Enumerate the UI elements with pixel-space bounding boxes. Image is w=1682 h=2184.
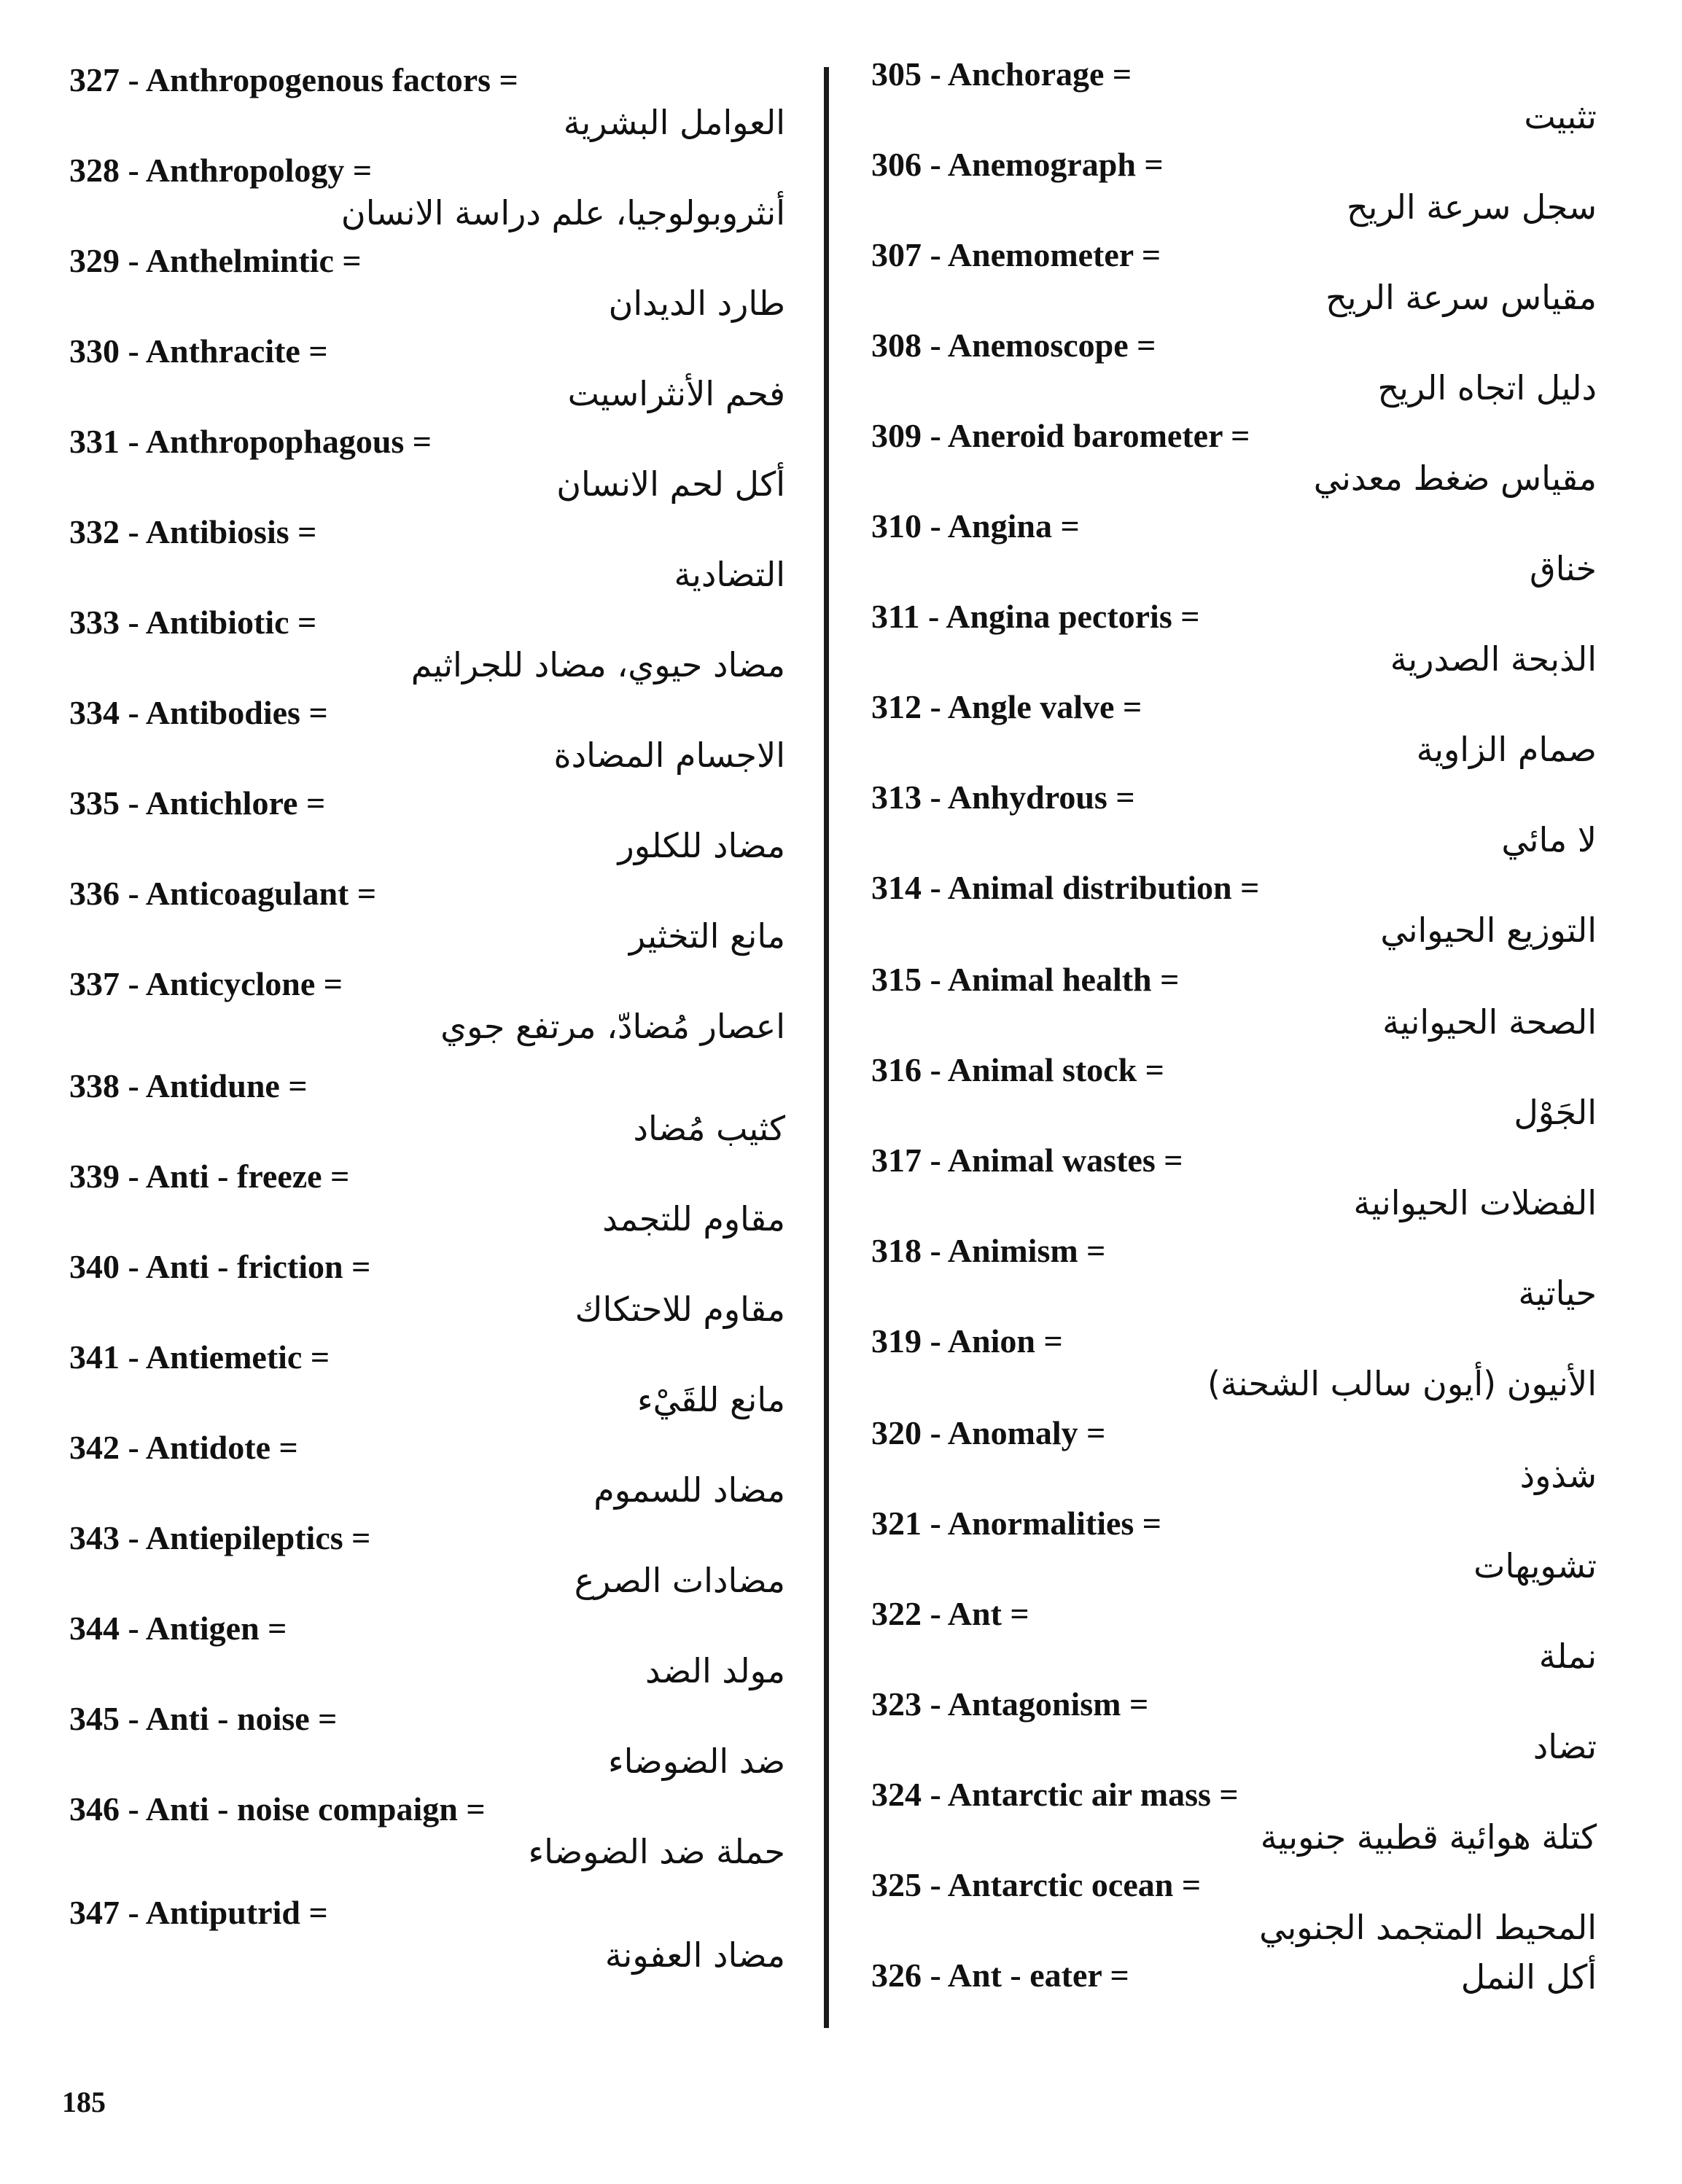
entry [871,1955,1604,2045]
arabic-translation: أنثروبولوجيا، علم دراسة الانسان [340,193,785,233]
english-term: 324 - Antarctic air mass = [871,1776,1239,1813]
entry [69,1156,798,1247]
english-term: 334 - Antibodies = [69,694,328,731]
arabic-translation: الفضلات الحيوانية [1353,1183,1597,1222]
arabic-translation: مضادات الصرع [574,1561,785,1600]
english-term: 310 - Angina = [871,507,1080,545]
english-term: 330 - Anthracite = [69,332,328,370]
english-term: 332 - Antibiosis = [69,513,317,550]
arabic-translation: نملة [1538,1637,1597,1676]
entry [69,150,798,241]
entry [69,1608,798,1699]
arabic-translation: مضاد للكلور [618,826,785,865]
entry [871,1231,1604,1321]
arabic-translation: مانع للقَيْء [636,1380,785,1419]
english-term: 322 - Ant = [871,1595,1029,1632]
entry [69,1518,798,1608]
english-term: 312 - Angle valve = [871,688,1142,725]
entry [871,1503,1604,1594]
entry [871,687,1604,777]
entry [871,1321,1604,1411]
left-column [69,60,798,2021]
page-number: 185 [62,2086,106,2118]
arabic-translation: خناق [1529,549,1597,588]
arabic-translation: كثيب مُضاد [633,1109,785,1148]
entry [871,54,1604,144]
english-term: 333 - Antibiotic = [69,604,317,641]
english-term: 346 - Anti - noise compaign = [69,1790,486,1828]
arabic-translation: تشويهات [1473,1546,1597,1586]
english-term: 340 - Anti - friction = [69,1248,371,1285]
english-term: 320 - Anomaly = [871,1414,1106,1451]
entry [69,421,798,512]
english-term: 344 - Antigen = [69,1610,287,1647]
entry [69,783,798,873]
arabic-translation: مانع التخثير [628,916,785,956]
english-term: 309 - Aneroid barometer = [871,417,1250,454]
entry [69,602,798,693]
arabic-translation: طارد الديدان [608,284,785,323]
english-term: 311 - Angina pectoris = [871,598,1200,635]
arabic-translation: مقياس ضغط معدني [1313,459,1597,498]
arabic-translation: الذبحة الصدرية [1390,639,1597,679]
english-term: 329 - Anthelmintic = [69,242,362,279]
english-term: 306 - Anemograph = [871,146,1164,183]
entry [69,1892,798,1983]
english-term: 321 - Anormalities = [871,1505,1162,1542]
entry [871,1050,1604,1140]
english-term: 319 - Anion = [871,1322,1063,1360]
english-term: 313 - Anhydrous = [871,779,1135,816]
entry [69,693,798,783]
english-term: 316 - Animal stock = [871,1051,1164,1088]
english-term: 342 - Antidote = [69,1429,298,1466]
english-term: 315 - Animal health = [871,961,1180,998]
arabic-translation: العوامل البشرية [563,103,785,142]
arabic-translation: مضاد العفونة [604,1935,785,1975]
entry [871,1140,1604,1231]
english-term: 343 - Antiepileptics = [69,1519,371,1556]
entry [871,1413,1604,1503]
arabic-translation: الصحة الحيوانية [1382,1002,1597,1042]
column-divider [824,67,829,2028]
entry [871,596,1604,687]
arabic-translation: التضادية [674,555,785,594]
entry [69,241,798,331]
entry [871,777,1604,867]
arabic-translation: حياتية [1518,1274,1597,1313]
entry [871,144,1604,235]
english-term: 337 - Anticyclone = [69,965,343,1002]
entry [69,512,798,602]
arabic-translation: اعصار مُضادّ، مرتفع جوي [440,1007,785,1046]
arabic-translation: مقاوم للتجمد [602,1199,785,1239]
arabic-translation: شذوذ [1519,1456,1597,1495]
english-term: 335 - Antichlore = [69,784,326,822]
arabic-translation: مولد الضد [645,1651,785,1690]
arabic-translation: كتلة هوائية قطبية جنوبية [1260,1817,1597,1857]
arabic-translation: مضاد حيوي، مضاد للجراثيم [410,645,785,685]
arabic-translation: تضاد [1533,1727,1597,1766]
arabic-translation: فحم الأنثراسيت [567,374,785,413]
entry [871,506,1604,596]
english-term: 338 - Antidune = [69,1067,308,1104]
english-term: 325 - Antarctic ocean = [871,1866,1202,1903]
entry [871,1865,1604,1955]
entry [871,1774,1604,1865]
arabic-translation: التوزيع الحيواني [1380,910,1597,950]
entry [69,1789,798,1879]
english-term: 331 - Anthropophagous = [69,423,432,460]
english-term: 308 - Anemoscope = [871,327,1156,364]
arabic-translation: صمام الزاوية [1416,730,1597,769]
english-term: 327 - Anthropogenous factors = [69,61,518,98]
english-term: 328 - Anthropology = [69,152,373,189]
arabic-translation: أكل لحم الانسان [556,464,785,504]
entry [69,1247,798,1337]
arabic-translation: المحيط المتجمد الجنوبي [1259,1908,1597,1947]
english-term: 326 - Ant - eater = [871,1957,1129,1994]
entry [69,60,798,150]
english-term: 339 - Anti - freeze = [69,1158,350,1195]
arabic-translation: مقاوم للاحتكاك [575,1290,785,1329]
arabic-translation: أكل النمل [1460,1957,1597,1997]
entry [871,325,1604,416]
entry [69,873,798,964]
entry [871,959,1604,1050]
right-column [871,55,1604,2021]
entry [871,416,1604,506]
arabic-translation: تثبيت [1524,97,1597,136]
arabic-translation: الاجسام المضادة [553,736,785,775]
arabic-translation: دليل اتجاه الريح [1377,368,1597,407]
entry [69,1699,798,1789]
english-term: 305 - Anchorage = [871,55,1132,93]
arabic-translation: الجَوْل [1514,1093,1597,1132]
entry [871,1684,1604,1774]
entry [871,235,1604,325]
english-term: 307 - Anemometer = [871,236,1161,273]
english-term: 314 - Animal distribution = [871,869,1260,906]
english-term: 336 - Anticoagulant = [69,875,377,912]
arabic-translation: مقياس سرعة الريح [1325,278,1597,317]
english-term: 347 - Antiputrid = [69,1894,328,1931]
entry [69,1427,798,1518]
arabic-translation: لا مائي [1501,820,1597,859]
arabic-translation: سجل سرعة الريح [1346,187,1597,227]
entry [69,1066,798,1156]
entry [69,1337,798,1427]
arabic-translation: ضد الضوضاء [608,1742,785,1781]
english-term: 345 - Anti - noise = [69,1700,338,1737]
arabic-translation: مضاد للسموم [593,1470,785,1510]
english-term: 341 - Antiemetic = [69,1338,330,1376]
entry [871,867,1604,958]
entry [69,964,798,1054]
english-term: 318 - Animism = [871,1232,1106,1269]
english-term: 323 - Antagonism = [871,1685,1149,1723]
entry [69,331,798,421]
arabic-translation: الأنيون (أيون سالب الشحنة) [1207,1364,1597,1403]
entry [871,1594,1604,1684]
arabic-translation: حملة ضد الضوضاء [528,1832,785,1871]
english-term: 317 - Animal wastes = [871,1142,1183,1179]
